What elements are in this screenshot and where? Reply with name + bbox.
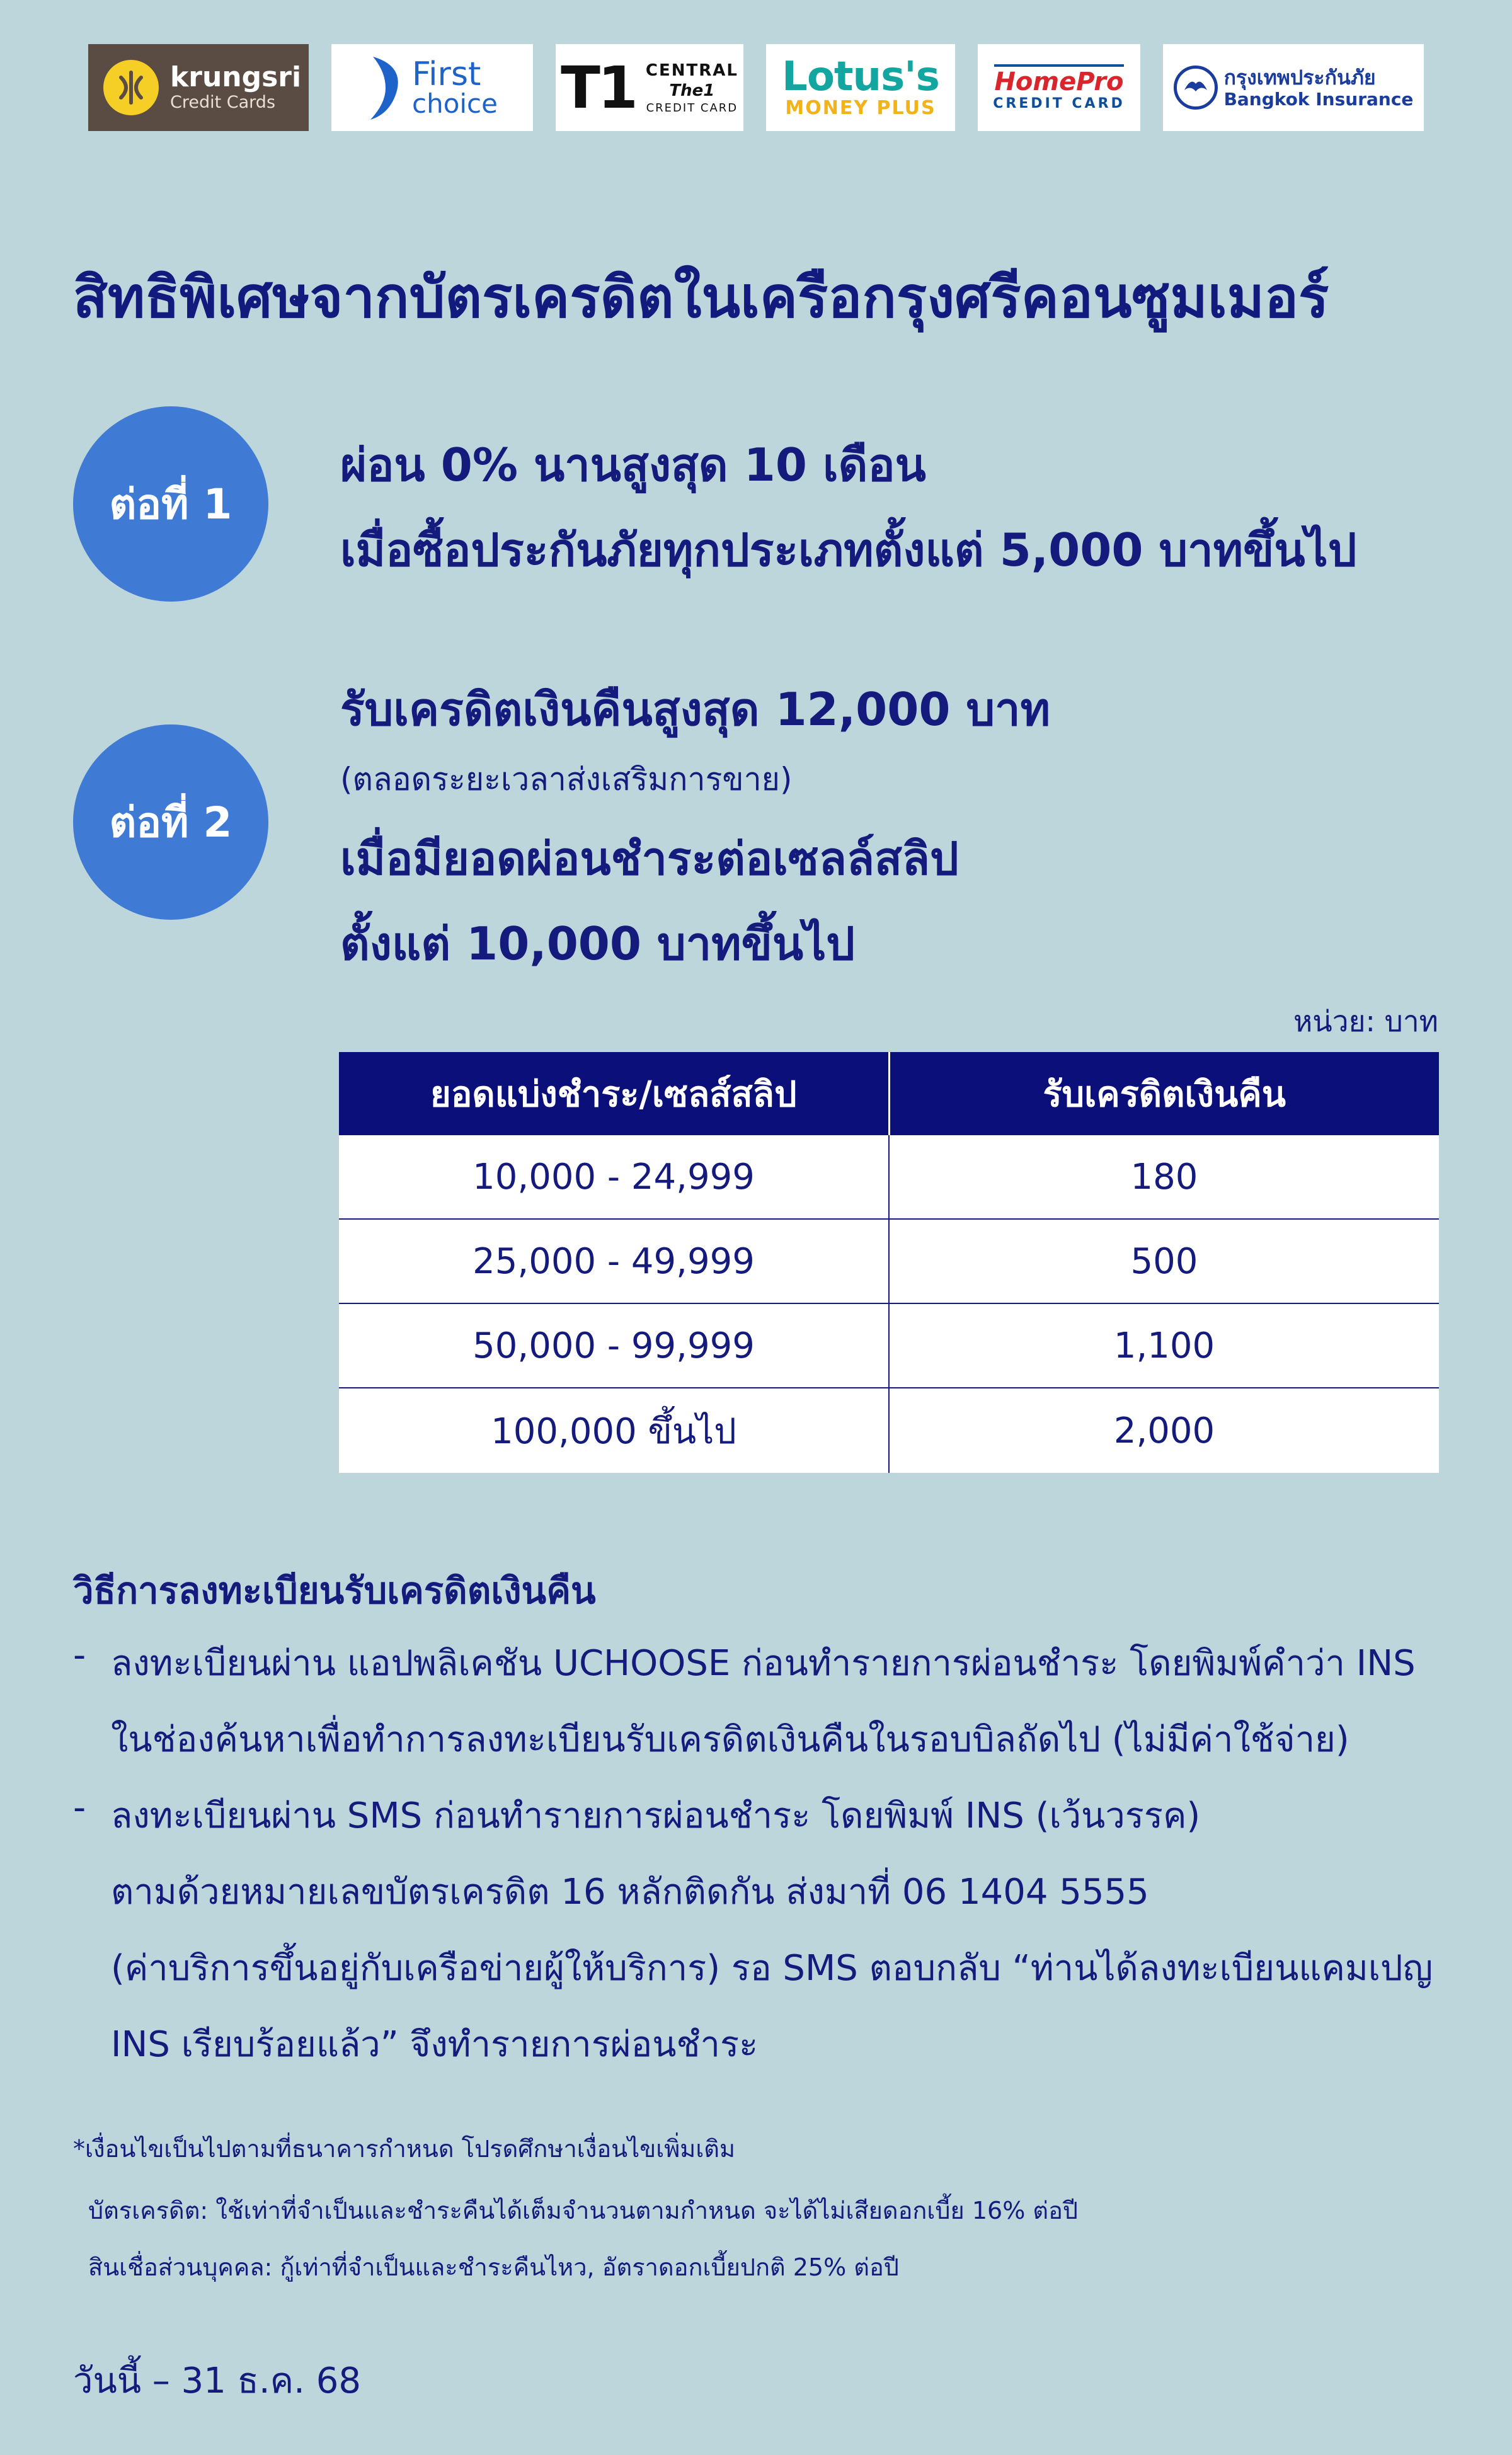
bangkok-insurance-thai-name: กรุงเทพประกันภัย [1223,66,1376,89]
homepro-logo-name: HomePro [994,64,1123,96]
registration-item-2-line-4: INS เรียบร้อยแล้ว” จึงทำรายการผ่อนชำระ [111,2024,759,2065]
registration-title: วิธีการลงทะเบียนรับเครดิตเงินคืน [73,1569,596,1612]
page-title: สิทธิพิเศษจากบัตรเครดิตในเครือกรุงศรีคอนซูมเมอร์ [73,265,1329,331]
step-1-badge: ต่อที่ 1 [73,406,268,602]
step-2-condition-line-2: ตั้งแต่ 10,000 บาทขึ้นไป [340,917,855,970]
table-cell-cashback: 500 [1130,1240,1198,1282]
central-t1-text: T1 [561,54,636,122]
cashback-table [339,1052,1439,1473]
central-logo-the1: The1 [669,81,715,100]
table-row [339,1135,1439,1220]
krungsri-emblem-icon [103,60,159,115]
bullet-dash: - [73,1635,86,1676]
table-row [339,1304,1439,1388]
central-logo-cc: CREDIT CARD [646,101,738,115]
step-1-condition: เมื่อซื้อประกันภัยทุกประเภทตั้งแต่ 5,000 บาทขึ้นไป [340,524,1357,576]
registration-item-2-line-3: (ค่าบริการขึ้นอยู่กับเครือข่ายผู้ให้บริการ) รอ SMS ตอบกลับ “ท่านได้ลงทะเบียนแคมเปญ [111,1948,1433,1989]
first-choice-logo [331,44,533,131]
table-cell-cashback: 180 [1130,1156,1198,1198]
table-header-cashback: รับเครดิตเงินคืน [1043,1073,1286,1115]
step-1-headline: ผ่อน 0% นานสูงสุด 10 เดือน [340,438,926,491]
step-2-headline: รับเครดิตเงินคืนสูงสุด 12,000 บาท [340,683,1051,736]
footnote-credit-card: บัตรเครดิต: ใช้เท่าที่จำเป็นและชำระคืนได้เต็มจำนวนตามกำหนด จะได้ไม่เสียดอกเบี้ย 16% ต่อปี [88,2197,1079,2224]
footnote-personal-loan: สินเชื่อส่วนบุคคล: กู้เท่าที่จำเป็นและชำระคืนไหว, อัตราดอกเบี้ยปกติ 25% ต่อปี [88,2253,899,2281]
bangkok-insurance-logo [1163,44,1424,131]
step-2-badge: ต่อที่ 2 [73,724,268,920]
central-logo-top: CENTRAL [645,60,738,80]
footnote-conditions: *เงื่อนไขเป็นไปตามที่ธนาคารกำหนด โปรดศึกษาเงื่อนไขเพิ่มเติม [73,2135,736,2163]
krungsri-logo-sub: Credit Cards [170,93,276,112]
promotion-period: วันนี้ – 31 ธ.ค. 68 [73,2361,361,2401]
table-header-amount: ยอดแบ่งชำระ/เซลส์สลิป [339,1052,890,1135]
lotus-money-plus-logo [766,44,955,131]
table-row [339,1388,1439,1473]
table-cell-amount: 10,000 - 24,999 [339,1135,890,1218]
table-cell-amount: 100,000 ขึ้นไป [339,1388,890,1473]
step-2-period-note: (ตลอดระยะเวลาส่งเสริมการขาย) [340,761,793,798]
step-2-condition-line-1: เมื่อมียอดผ่อนชำระต่อเซลล์สลิป [340,832,959,885]
central-the1-logo [556,44,743,131]
homepro-logo [978,44,1140,131]
registration-item-1-line-2: ในช่องค้นหาเพื่อทำการลงทะเบียนรับเครดิตเงินคืนในรอบบิลถัดไป (ไม่มีค่าใช้จ่าย) [111,1719,1349,1760]
table-header-row [339,1052,1439,1135]
krungsri-logo [88,44,309,131]
bangkok-insurance-english-name: Bangkok Insurance [1223,89,1414,110]
homepro-logo-sub: CREDIT CARD [993,95,1125,112]
lotus-logo-name: Lotus's [782,54,939,100]
table-cell-amount: 25,000 - 49,999 [339,1220,890,1303]
lotus-logo-sub: MONEY PLUS [785,97,936,119]
bangkok-insurance-emblem-icon [1174,66,1218,110]
table-cell-cashback: 1,100 [1113,1325,1215,1366]
krungsri-logo-name: krungsri [170,61,302,93]
table-cell-amount: 50,000 - 99,999 [339,1304,890,1387]
registration-item-1-line-1: ลงทะเบียนผ่าน แอปพลิเคชัน UCHOOSE ก่อนทำรายการผ่อนชำระ โดยพิมพ์คำว่า INS [111,1643,1416,1684]
registration-item-2-line-2: ตามด้วยหมายเลขบัตรเครดิต 16 หลักติดกัน ส่งมาที่ 06 1404 5555 [111,1872,1149,1913]
table-row [339,1220,1439,1304]
registration-item-2-line-1: ลงทะเบียนผ่าน SMS ก่อนทำรายการผ่อนชำระ โดยพิมพ์ INS (เว้นวรรค) [111,1795,1201,1836]
table-cell-cashback: 2,000 [1113,1410,1215,1451]
first-choice-swoosh-icon [367,53,404,122]
first-choice-logo-sub: choice [411,88,498,119]
table-unit-label: หน่วย: บาท [1293,1004,1438,1038]
first-choice-logo-name: First [411,55,481,93]
bullet-dash: - [73,1787,86,1828]
